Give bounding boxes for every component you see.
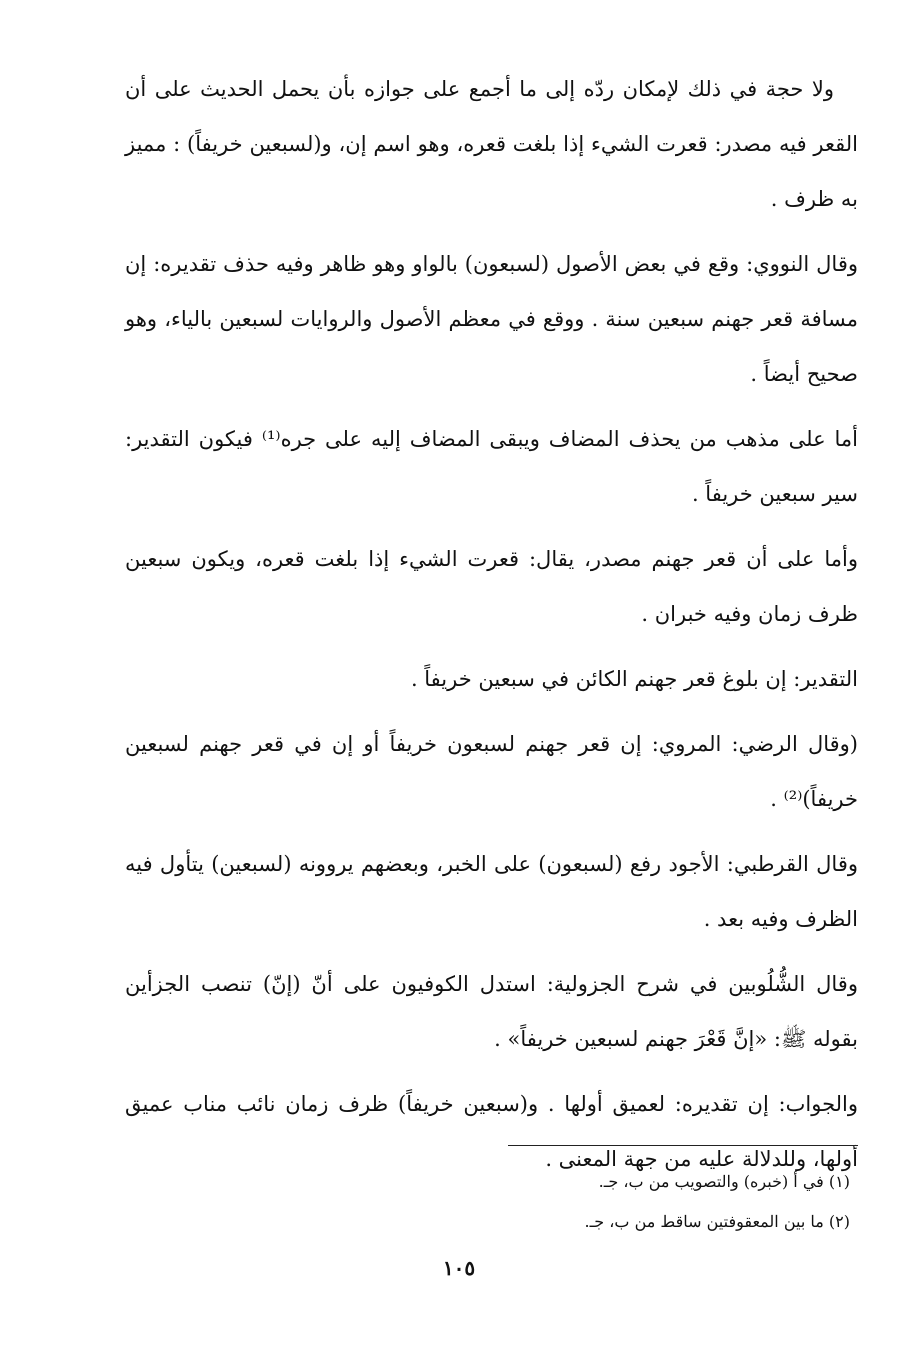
- footnotes: [125, 1162, 850, 1242]
- main-text: [125, 62, 858, 1197]
- paragraph-2: وقال النووي: وقع في بعض الأصول (لسبعون) بالواو وهو ظاهر وفيه حذف تقديره: إن مسافة قعر جهنم سبعين سنة . ووقع في معظم الأصول والروايات لسبعين بالياء، وهو صحيح أيضاً .: [125, 252, 858, 386]
- paragraph-5: التقدير: إن بلوغ قعر جهنم الكائن في سبعين خريفاً .: [410, 667, 858, 691]
- paragraph-4: وأما على أن قعر جهنم مصدر، يقال: قعرت الشيء إذا بلغت قعره، ويكون سبعين ظرف زمان وفيه خبران .: [125, 547, 858, 626]
- footnote-1: (١) في أ (خبره) والتصويب من ب، جـ.: [598, 1172, 850, 1191]
- paragraph-8: وقال الشُّلُوبين في شرح الجزولية: استدل الكوفيون على أنّ (إنّ) تنصب الجزأين بقوله ﷺ: «إنَّ قَعْرَ جهنم لسبعين خريفاً» .: [125, 972, 858, 1051]
- paragraph-1: ولا حجة في ذلك لإمكان ردّه إلى ما أجمع على جوازه بأن يحمل الحديث على أن القعر فيه مصدر: قعرت الشيء إذا بلغت قعره، وهو اسم إن، و(لسبعين خريفاً) : مميز به ظرف .: [125, 77, 858, 211]
- paragraph-3: أما على مذهب من يحذف المضاف ويبقى المضاف إليه على جره⁽¹⁾ فيكون التقدير: سير سبعين خريفاً .: [125, 427, 859, 506]
- footnote-2: (٢) ما بين المعقوفتين ساقط من ب، جـ.: [584, 1212, 850, 1231]
- paragraph-9: والجواب: إن تقديره: لعميق أولها . و(سبعين خريفاً) ظرف زمان نائب مناب عميق أولها، وللدلالة عليه من جهة المعنى .: [125, 1092, 858, 1171]
- paragraph-7: وقال القرطبي: الأجود رفع (لسبعون) على الخبر، وبعضهم يروونه (لسبعين) يتأول فيه الظرف وفيه بعد .: [125, 852, 858, 931]
- footnote-divider: [508, 1145, 858, 1146]
- paragraph-6: (وقال الرضي: المروي: إن قعر جهنم لسبعون خريفاً أو إن في قعر جهنم لسبعين خريفاً)⁽²⁾ .: [125, 732, 858, 811]
- page-number: ١٠٥: [442, 1256, 476, 1280]
